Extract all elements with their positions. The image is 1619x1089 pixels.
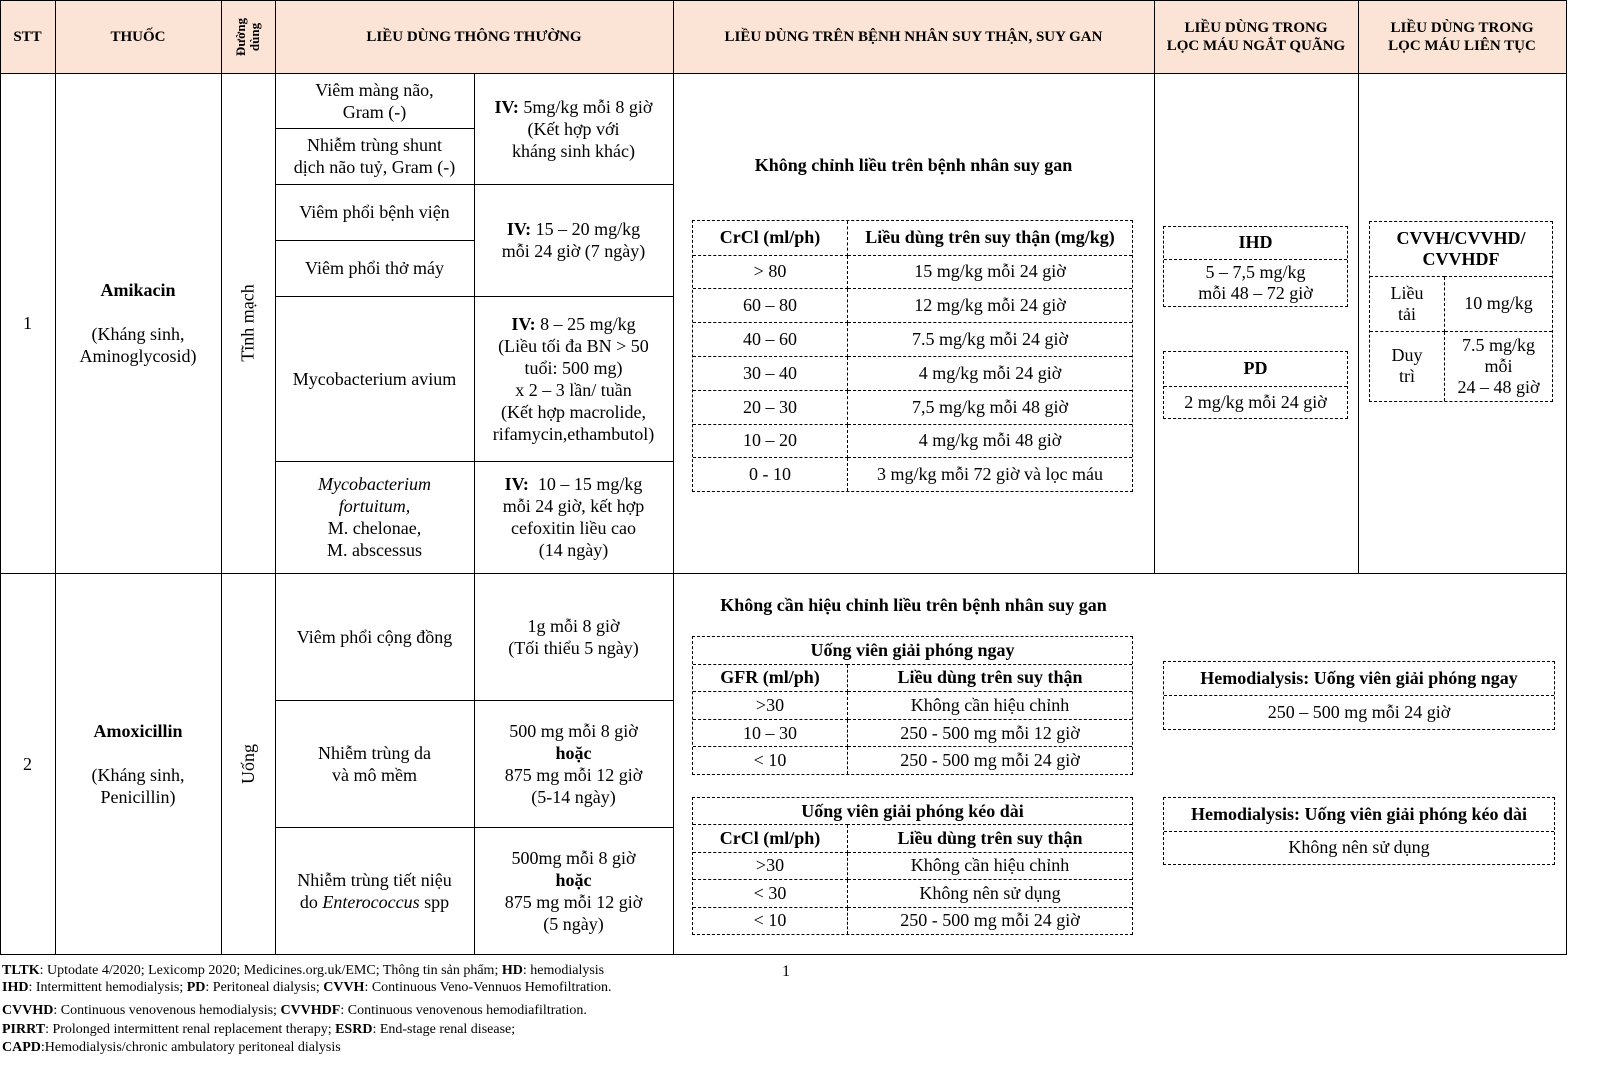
renal-table-header: CrCl (ml/ph) bbox=[693, 221, 848, 255]
footer-term: CVVHD bbox=[2, 1003, 54, 1018]
renal-table-cell: 3 mg/kg mỗi 72 giờ và lọc máu bbox=[848, 458, 1133, 491]
crrt-label-line: Duy bbox=[1391, 345, 1423, 366]
crrt-loading-label bbox=[1370, 276, 1445, 331]
footer-term: CAPD bbox=[2, 1040, 41, 1055]
drug1-route-cell bbox=[221, 73, 275, 573]
ir-table-title: Uống viên giải phóng ngay bbox=[693, 637, 1132, 664]
grid-line bbox=[1358, 0, 1359, 574]
footer-line-1 bbox=[2, 962, 604, 979]
renal-table-header: Liều dùng trên suy thận (mg/kg) bbox=[848, 221, 1133, 255]
header-renal-label: LIỀU DÙNG TRÊN BỆNH NHÂN SUY THẬN, SUY GAN bbox=[724, 28, 1103, 45]
page-number bbox=[782, 963, 790, 981]
dose-line bbox=[507, 218, 640, 240]
footer-line-5 bbox=[2, 1039, 341, 1056]
dose-line: mỗi 24 giờ (7 ngày) bbox=[501, 241, 646, 261]
indication-line bbox=[300, 891, 449, 913]
drug2-stt-value: 2 bbox=[23, 753, 32, 774]
indication-line: dịch não tuỷ, Gram (-) bbox=[293, 157, 456, 177]
footer-text: : End-stage renal disease; bbox=[372, 1022, 516, 1037]
ir-table-cell: Không cần hiệu chỉnh bbox=[848, 692, 1133, 720]
header-continuous bbox=[1358, 0, 1566, 73]
ir-table-header: Liều dùng trên suy thận bbox=[848, 664, 1133, 692]
er-table-header: CrCl (ml/ph) bbox=[693, 825, 848, 852]
header-intermittent-line2: LỌC MÁU NGẮT QUÃNG bbox=[1166, 37, 1346, 54]
er-table-title: Uống viên giải phóng kéo dài bbox=[693, 798, 1132, 825]
header-stt-label: STT bbox=[13, 28, 42, 45]
hepatic-note-text: Không chỉnh liều trên bệnh nhân suy gan bbox=[754, 155, 1073, 175]
header-drug-label: THUỐC bbox=[110, 28, 166, 45]
renal-table-cell: 40 – 60 bbox=[693, 323, 848, 357]
dose-line: (5 ngày) bbox=[543, 913, 604, 934]
er-table-cell: 250 - 500 mg mỗi 24 giờ bbox=[848, 907, 1133, 934]
grid-line bbox=[1154, 0, 1155, 574]
crrt-title-line: CVVHDF bbox=[1422, 248, 1500, 269]
indication-line: Nhiễm trùng tiết niệu bbox=[297, 869, 452, 890]
dose-line: (Kết hợp với bbox=[527, 118, 620, 139]
drug2-hd-er-box bbox=[1163, 797, 1555, 865]
renal-table-cell: > 80 bbox=[693, 255, 848, 289]
renal-table-cell: 10 – 20 bbox=[693, 424, 848, 458]
er-table-cell: Không cần hiệu chỉnh bbox=[848, 852, 1133, 879]
pd-title: PD bbox=[1164, 352, 1347, 386]
ihd-dose-line: mỗi 48 – 72 giờ bbox=[1198, 282, 1313, 303]
hd-ir-dose: 250 – 500 mg mỗi 24 giờ bbox=[1164, 696, 1554, 730]
indication-line: Gram (-) bbox=[342, 101, 407, 122]
drug1-crrt-box bbox=[1369, 221, 1553, 402]
dose-line: (14 ngày) bbox=[538, 540, 609, 560]
footer-text: : Peritoneal dialysis; bbox=[205, 980, 324, 995]
drug1-ind-mac bbox=[275, 296, 474, 461]
footer-text: : Continuous venovenous hemodiafiltration. bbox=[340, 1003, 587, 1018]
drug2-route: Uống bbox=[238, 743, 258, 784]
header-usual-label: LIỀU DÙNG THÔNG THƯỜNG bbox=[366, 28, 582, 45]
drug1-ihd-box bbox=[1163, 226, 1348, 307]
footer-text: : Intermittent hemodialysis; bbox=[28, 980, 187, 995]
dose-text: 5mg/kg mỗi 8 giờ bbox=[518, 96, 653, 117]
renal-table-cell: 60 – 80 bbox=[693, 289, 848, 323]
indication-line: Viêm phổi thở máy bbox=[305, 258, 444, 278]
drug2-name-cell bbox=[55, 573, 221, 954]
ir-table-cell: >30 bbox=[693, 692, 848, 720]
dose-prefix: IV: bbox=[506, 219, 532, 239]
indication-line: Nhiễm trùng da bbox=[318, 742, 431, 763]
header-stt bbox=[0, 0, 55, 73]
ihd-dose bbox=[1164, 259, 1347, 306]
dose-line: (Tối thiểu 5 ngày) bbox=[508, 637, 639, 658]
indication-line: Viêm phổi cộng đồng bbox=[296, 626, 453, 647]
dose-line: x 2 – 3 lần/ tuần bbox=[515, 379, 632, 400]
ir-table-cell: < 10 bbox=[693, 747, 848, 774]
dose-line: mỗi 24 giờ, kết hợp bbox=[502, 496, 645, 516]
dose-line bbox=[505, 473, 643, 495]
drug1-stt-value: 1 bbox=[23, 313, 32, 333]
drug1-ind-vap bbox=[275, 240, 474, 296]
grid-line bbox=[1566, 0, 1567, 955]
header-intermittent-line1: LIỀU DÙNG TRONG bbox=[1184, 19, 1328, 36]
dose-line: rifamycin,ethambutol) bbox=[492, 423, 655, 444]
footer-term: CVVHDF bbox=[280, 1003, 341, 1018]
er-table-cell: Không nên sử dụng bbox=[848, 880, 1133, 907]
dose-line: (Kết hợp macrolide, bbox=[501, 401, 646, 422]
renal-table-cell: 4 mg/kg mỗi 24 giờ bbox=[848, 356, 1133, 390]
indication-line: M. abscessus bbox=[327, 540, 422, 560]
drug1-stt bbox=[0, 73, 55, 573]
drug1-name-cell bbox=[55, 73, 221, 573]
renal-table-cell: 0 - 10 bbox=[693, 458, 848, 491]
crrt-title-line: CVVH/CVVHD/ bbox=[1396, 227, 1526, 248]
drug1-dose-1 bbox=[474, 73, 673, 184]
footer-term: CVVH bbox=[323, 980, 365, 995]
drug2-ind-cap bbox=[275, 573, 474, 700]
drug1-ind-fortuitum bbox=[275, 461, 474, 573]
renal-table-cell: 7,5 mg/kg mỗi 48 giờ bbox=[848, 390, 1133, 424]
footer-line-2 bbox=[2, 979, 612, 996]
dose-line: cefoxitin liều cao bbox=[511, 518, 636, 538]
footer-term: IHD bbox=[2, 980, 29, 995]
header-usual-dose bbox=[275, 0, 673, 73]
indication-line: fortuitum, bbox=[338, 496, 411, 516]
drug1-route: Tĩnh mạch bbox=[238, 284, 259, 362]
er-table-cell: < 30 bbox=[693, 880, 848, 907]
drug1-dose-2 bbox=[474, 184, 673, 296]
ihd-dose-line: 5 – 7,5 mg/kg bbox=[1205, 261, 1306, 282]
footer-term: PD bbox=[186, 980, 206, 995]
footer-term: ESRD bbox=[335, 1022, 373, 1037]
header-continuous-line1: LIỀU DÙNG TRONG bbox=[1390, 19, 1534, 36]
indication-line: Mycobacterium bbox=[318, 474, 431, 494]
grid-line bbox=[0, 954, 1566, 955]
crrt-dose-line: mỗi bbox=[1484, 355, 1513, 376]
crrt-dose-line: 24 – 48 giờ bbox=[1457, 376, 1540, 397]
dose-line bbox=[511, 313, 635, 335]
hd-er-dose: Không nên sử dụng bbox=[1164, 831, 1554, 864]
dose-line: 1g mỗi 8 giờ bbox=[527, 615, 620, 636]
footer-text: : Prolonged intermittent renal replacement therapy; bbox=[45, 1022, 336, 1037]
footer-text: :Hemodialysis/chronic ambulatory peritoneal dialysis bbox=[40, 1040, 341, 1055]
header-intermittent bbox=[1154, 0, 1358, 73]
drug1-renal-table bbox=[692, 220, 1133, 492]
indication-line: Mycobacterium avium bbox=[292, 368, 457, 389]
renal-table-cell: 7.5 mg/kg mỗi 24 giờ bbox=[848, 323, 1133, 357]
drug1-ind-meningitis bbox=[275, 73, 474, 128]
hd-ir-title: Hemodialysis: Uống viên giải phóng ngay bbox=[1164, 662, 1554, 696]
drug2-hepatic-note bbox=[673, 590, 1154, 620]
header-drug bbox=[55, 0, 221, 73]
indication-line: M. chelonae, bbox=[327, 518, 422, 538]
drug2-ir-table bbox=[692, 636, 1133, 775]
crrt-title bbox=[1370, 222, 1552, 276]
renal-table-cell: 4 mg/kg mỗi 48 giờ bbox=[848, 424, 1133, 458]
dose-line: (Liều tối đa BN > 50 bbox=[498, 335, 649, 356]
drug2-stt bbox=[0, 573, 55, 954]
dose-text: 10 – 15 mg/kg bbox=[528, 474, 643, 494]
indication-line: Viêm màng não, bbox=[315, 79, 434, 100]
uti-suffix: spp bbox=[419, 891, 450, 912]
page-number-value: 1 bbox=[782, 963, 790, 980]
drug1-ind-shunt bbox=[275, 128, 474, 184]
header-continuous-line2: LỌC MÁU LIÊN TỤC bbox=[1388, 37, 1536, 54]
drug2-hd-ir-box bbox=[1163, 661, 1555, 730]
drug1-dose-3 bbox=[474, 296, 673, 461]
hd-er-title: Hemodialysis: Uống viên giải phóng kéo dài bbox=[1164, 798, 1554, 831]
hepatic-note-text: Không cần hiệu chỉnh liều trên bệnh nhân suy gan bbox=[720, 595, 1107, 615]
footer-text: : Continuous Veno-Vennuos Hemofiltration. bbox=[364, 980, 612, 995]
dose-line: 500 mg mỗi 8 giờ bbox=[509, 720, 638, 741]
crrt-label-line: tải bbox=[1398, 303, 1416, 324]
header-route bbox=[221, 0, 275, 73]
ir-table-cell: 10 – 30 bbox=[693, 719, 848, 747]
drug2-class-line: (Kháng sinh, bbox=[91, 764, 185, 785]
ir-table-header: GFR (ml/ph) bbox=[693, 664, 848, 692]
footer-line-4 bbox=[2, 1021, 515, 1038]
drug2-class-line: Penicillin) bbox=[100, 786, 176, 807]
drug2-ind-uti bbox=[275, 827, 474, 954]
drug2-route-cell bbox=[221, 573, 275, 954]
drug1-class-line: Aminoglycosid) bbox=[79, 346, 197, 366]
uti-prefix: do bbox=[299, 891, 323, 912]
header-route-line1: Đường bbox=[233, 17, 248, 56]
indication-line: và mô mềm bbox=[332, 764, 417, 785]
dose-line: tuổi: 500 mg) bbox=[524, 357, 623, 378]
dose-line bbox=[495, 96, 653, 118]
crrt-loading-dose: 10 mg/kg bbox=[1445, 276, 1553, 331]
uti-organism: Enterococcus bbox=[322, 891, 420, 912]
header-route-line2: dùng bbox=[247, 22, 262, 51]
dose-line: 500mg mỗi 8 giờ bbox=[511, 847, 636, 868]
drug2-ind-skin bbox=[275, 700, 474, 827]
crrt-maintenance-label bbox=[1370, 331, 1445, 401]
er-table-cell: < 10 bbox=[693, 907, 848, 934]
renal-table-cell: 30 – 40 bbox=[693, 356, 848, 390]
dose-or: hoặc bbox=[555, 869, 592, 890]
drug2-dose-cap bbox=[474, 573, 673, 700]
ir-table-cell: 250 - 500 mg mỗi 12 giờ bbox=[848, 719, 1133, 747]
dose-or: hoặc bbox=[555, 742, 592, 763]
grid-line bbox=[673, 0, 674, 955]
pd-dose: 2 mg/kg mỗi 24 giờ bbox=[1164, 386, 1347, 418]
crrt-label-line: trì bbox=[1399, 366, 1415, 387]
renal-table-cell: 20 – 30 bbox=[693, 390, 848, 424]
drug2-dose-uti bbox=[474, 827, 673, 954]
footer-term: HD bbox=[501, 963, 523, 978]
indication-line: Nhiễm trùng shunt bbox=[307, 135, 442, 155]
header-renal-hepatic bbox=[673, 0, 1154, 73]
drug1-name: Amikacin bbox=[100, 280, 176, 300]
drug2-dose-skin bbox=[474, 700, 673, 827]
drug1-dose-4 bbox=[474, 461, 673, 573]
drug1-pd-box bbox=[1163, 351, 1348, 419]
drug1-class-line: (Kháng sinh, bbox=[91, 324, 185, 344]
drug1-ind-hap bbox=[275, 184, 474, 240]
renal-table-cell: 12 mg/kg mỗi 24 giờ bbox=[848, 289, 1133, 323]
dose-line: 875 mg mỗi 12 giờ bbox=[504, 764, 643, 785]
er-table-cell: >30 bbox=[693, 852, 848, 879]
dose-line: 875 mg mỗi 12 giờ bbox=[504, 891, 643, 912]
drug2-er-table bbox=[692, 797, 1133, 935]
footer-text: : Uptodate 4/2020; Lexicomp 2020; Medicines.org.uk/EMC; Thông tin sản phẩm; bbox=[39, 963, 502, 978]
ir-table-cell: 250 - 500 mg mỗi 24 giờ bbox=[848, 747, 1133, 774]
footer-text: : hemodialysis bbox=[522, 963, 605, 978]
dose-prefix: IV: bbox=[511, 313, 536, 334]
dose-prefix: IV: bbox=[504, 474, 529, 494]
renal-table-cell: 15 mg/kg mỗi 24 giờ bbox=[848, 255, 1133, 289]
dose-text: 8 – 25 mg/kg bbox=[535, 313, 636, 334]
footer-term: PIRRT bbox=[2, 1022, 46, 1037]
ihd-title: IHD bbox=[1164, 227, 1347, 259]
dose-text: 15 – 20 mg/kg bbox=[531, 219, 641, 239]
footer-term: TLTK bbox=[2, 963, 40, 978]
dose-prefix: IV: bbox=[494, 96, 519, 117]
drug1-hepatic-note bbox=[673, 150, 1154, 180]
footer-text: : Continuous venovenous hemodialysis; bbox=[53, 1003, 281, 1018]
crrt-maintenance-dose bbox=[1445, 331, 1553, 401]
grid-line bbox=[0, 0, 1566, 1]
dose-line: kháng sinh khác) bbox=[512, 140, 635, 161]
drug2-name: Amoxicillin bbox=[93, 720, 183, 741]
er-table-header: Liều dùng trên suy thận bbox=[848, 825, 1133, 852]
crrt-label-line: Liều bbox=[1390, 282, 1424, 303]
dose-line: (5-14 ngày) bbox=[531, 786, 616, 807]
footer-line-3 bbox=[2, 1002, 587, 1019]
indication-line: Viêm phổi bệnh viện bbox=[299, 202, 450, 222]
crrt-dose-line: 7.5 mg/kg bbox=[1461, 334, 1535, 355]
